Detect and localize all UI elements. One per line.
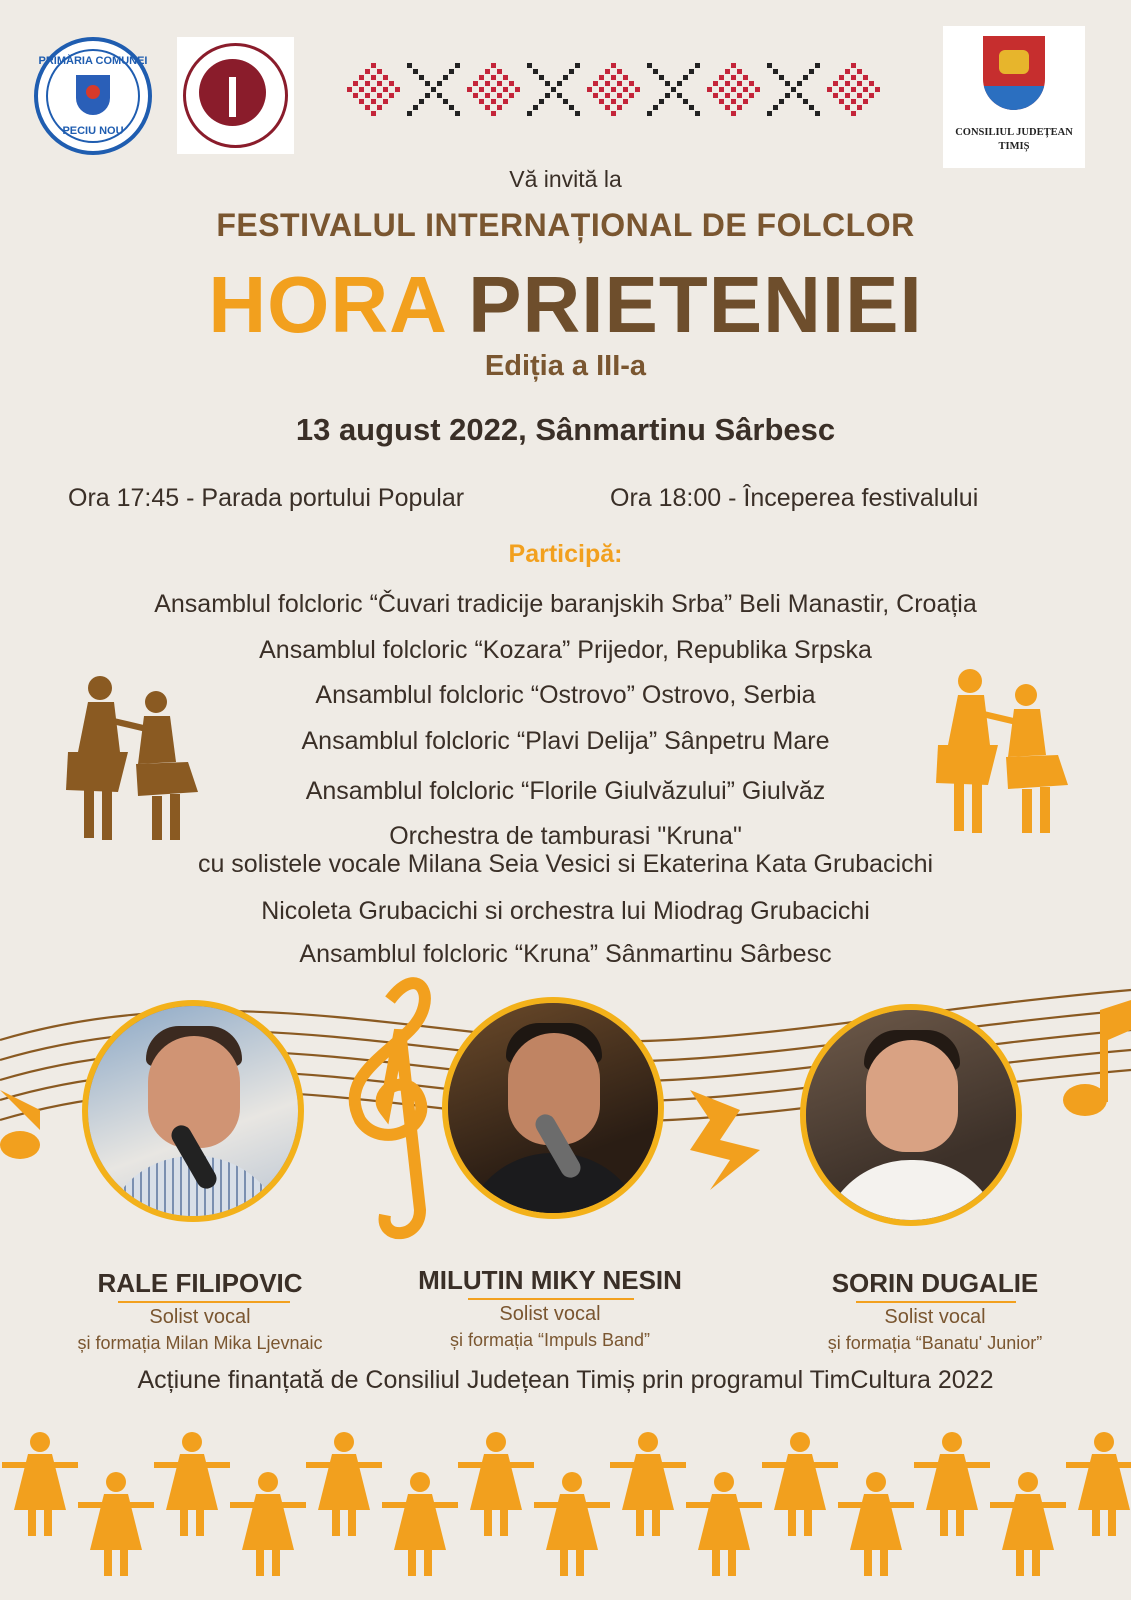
council-line-1: CONSILIUL JUDEȚEAN [955, 127, 1073, 138]
soloist-band: și formația Milan Mika Ljevnaic [77, 1333, 323, 1353]
name-underline [856, 1301, 1016, 1303]
festival-name: FESTIVALUL INTERNAȚIONAL DE FOLCLOR [216, 207, 915, 243]
serbian-union-logo [177, 37, 294, 154]
participant-line: Ansamblul folcloric “Plavi Delija” Sânpetru Mare [301, 727, 830, 755]
schedule-parade: Ora 17:45 - Parada portului Popular [68, 484, 465, 512]
dancing-couple-icon [928, 665, 1078, 855]
main-title [0, 262, 1131, 348]
participant-line: Orchestra de tamburasi "Kruna" [389, 822, 742, 850]
funding-note: Acțiune finanțată de Consiliul Județean Timiș prin programul TimCultura 2022 [137, 1366, 994, 1394]
council-logo-text [943, 126, 1085, 154]
participant-line: Ansamblul folcloric “Kozara” Prijedor, Republika Srpska [259, 636, 872, 664]
peciu-nou-logo [34, 37, 152, 155]
participant-line: Ansamblul folcloric “Kruna” Sânmartinu Sârbesc [299, 940, 832, 968]
participant-line: Nicoleta Grubacichi si orchestra lui Miodrag Grubacichi [261, 897, 870, 925]
coat-of-arms-icon [76, 75, 110, 115]
title-word-prieteniei: PRIETENIEI [468, 260, 923, 349]
soloist-photo-milutin [442, 997, 664, 1219]
logo-top-text: PRIMĂRIA COMUNEI [38, 55, 148, 67]
photo-face [148, 1036, 240, 1148]
council-line-2: TIMIȘ [998, 141, 1030, 152]
dancers-border-decoration [0, 1420, 1131, 1600]
soloist-name: MILUTIN MIKY NESIN [418, 1265, 682, 1295]
participant-line: Ansamblul folcloric “Florile Giulvăzului” Giulvăz [305, 777, 826, 805]
soloist-photo-sorin [800, 1004, 1022, 1226]
soloist-role: Solist vocal [884, 1306, 986, 1328]
tree-icon [199, 59, 266, 126]
soloist-role: Solist vocal [149, 1306, 251, 1328]
soloist-photo-rale [82, 1000, 304, 1222]
title-word-hora: HORA [208, 260, 445, 349]
soloist-band: și formația “Banatu' Junior” [827, 1333, 1043, 1353]
participants-heading: Participă: [508, 540, 623, 568]
embroidery-pattern [334, 50, 884, 130]
dancing-couple-icon [58, 672, 208, 862]
logo-bottom-text: PECIU NOU [62, 125, 124, 137]
soloist-role: Solist vocal [499, 1303, 601, 1325]
participant-line: cu solistele vocale Milana Seia Vesici si Ekaterina Kata Grubacichi [197, 850, 934, 878]
invite-text: Vă invită la [509, 166, 622, 192]
soloist-name: SORIN DUGALIE [831, 1268, 1039, 1298]
edition-text: Ediția a III-a [484, 350, 647, 382]
coat-of-arms-icon [983, 36, 1045, 110]
name-underline [468, 1298, 634, 1300]
photo-face [866, 1040, 958, 1152]
name-underline [118, 1301, 290, 1303]
date-place: 13 august 2022, Sânmartinu Sârbesc [295, 412, 836, 447]
consiliul-judetean-logo [943, 26, 1085, 168]
participant-line: Ansamblul folcloric “Ostrovo” Ostrovo, Serbia [315, 681, 816, 709]
participant-line: Ansamblul folcloric “Čuvari tradicije baranjskih Srba” Beli Manastir, Croația [154, 590, 977, 618]
schedule-start: Ora 18:00 - Începerea festivalului [610, 484, 979, 512]
soloist-band: și formația “Impuls Band” [449, 1330, 651, 1350]
soloist-name: RALE FILIPOVIC [97, 1268, 303, 1298]
